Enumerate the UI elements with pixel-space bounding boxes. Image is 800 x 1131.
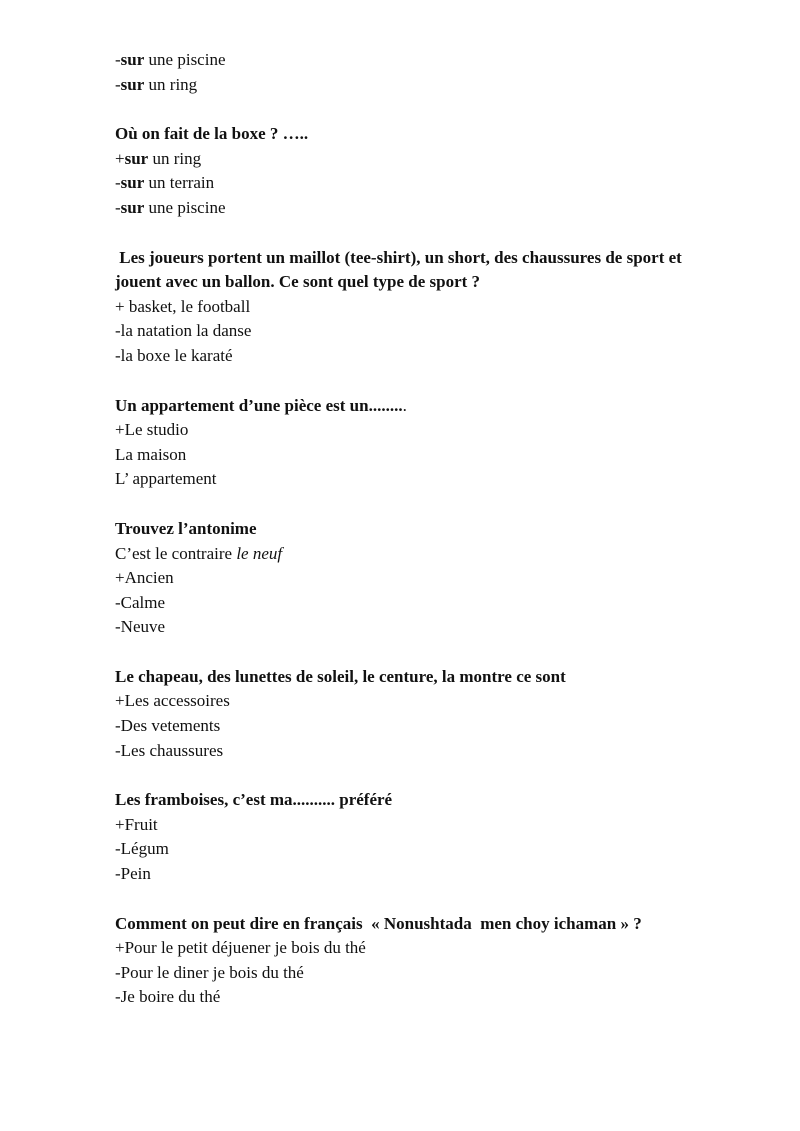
option-keyword: sur (124, 148, 149, 168)
option-prefix: - (115, 173, 121, 193)
option-prefix: + (115, 148, 125, 168)
answer-option: -Les chaussures (115, 740, 224, 760)
answer-option: -Neuve (115, 617, 166, 637)
question-block (115, 394, 755, 492)
spacer (115, 97, 755, 122)
answer-option: -la boxe le karaté (115, 345, 233, 365)
answer-option (115, 171, 755, 196)
question-tail: . (402, 395, 407, 415)
option-text: un ring (144, 74, 198, 94)
question-text: Le chapeau, des lunettes de soleil, le centure, la montre ce sont (115, 666, 566, 686)
answer-option: -la natation la danse (115, 321, 252, 341)
question-text: Les joueurs portent un maillot (tee-shirt), un short, des chaussures de sport et (115, 247, 682, 267)
option-text: une piscine (144, 197, 226, 217)
question-text: Où on fait de la boxe ? ….. (115, 124, 309, 144)
answer-option: +Le studio (115, 420, 189, 440)
option-prefix: - (115, 74, 121, 94)
option-text: un ring (148, 148, 202, 168)
question-block (115, 122, 755, 220)
spacer (115, 369, 755, 394)
answer-option: -Pein (115, 864, 151, 884)
question-block (115, 246, 755, 369)
option-text: un terrain (144, 173, 215, 193)
answer-option: -Je boire du thé (115, 987, 221, 1007)
option-keyword: sur (120, 50, 145, 69)
question-block (115, 48, 755, 97)
spacer (115, 763, 755, 788)
prompt-text: C’est le contraire (115, 543, 237, 563)
answer-option: La maison (115, 444, 187, 464)
answer-option (115, 73, 755, 98)
question-text: Trouvez l’antonime (115, 518, 257, 538)
answer-option: + basket, le football (115, 296, 251, 316)
question-text: Comment on peut dire en français « Nonushtada men choy ichaman » ? (115, 913, 642, 933)
option-keyword: sur (120, 173, 145, 193)
answer-option: +Pour le petit déjuener je bois du thé (115, 938, 366, 958)
answer-option (115, 196, 755, 221)
question-prompt (115, 542, 755, 567)
answer-option: -Pour le diner je bois du thé (115, 962, 304, 982)
question-block (115, 517, 755, 640)
prompt-italic: le neuf (236, 543, 283, 563)
answer-option: -Calme (115, 592, 166, 612)
answer-option: +Les accessoires (115, 691, 230, 711)
option-keyword: sur (120, 74, 145, 94)
spacer (115, 887, 755, 912)
option-keyword: sur (120, 197, 145, 217)
question-block (115, 665, 755, 763)
question-line (115, 394, 755, 419)
question-text: Un appartement d’une pièce est un........ (115, 395, 403, 415)
answer-option: L’ appartement (115, 469, 217, 489)
answer-option (115, 48, 755, 73)
question-text: Les framboises, c’est ma.......... préféré (115, 790, 393, 810)
answer-option: +Fruit (115, 814, 158, 834)
option-prefix: - (115, 197, 121, 217)
option-prefix: - (115, 50, 121, 69)
question-block (115, 788, 755, 886)
answer-option: -Légum (115, 839, 169, 859)
spacer (115, 221, 755, 246)
question-text: jouent avec un ballon. Ce sont quel type de sport ? (115, 272, 481, 292)
answer-option: -Des vetements (115, 716, 221, 736)
answer-option (115, 147, 755, 172)
spacer (115, 640, 755, 665)
spacer (115, 492, 755, 517)
option-text: une piscine (144, 50, 226, 69)
document-body (115, 48, 755, 1010)
answer-option: +Ancien (115, 568, 174, 588)
question-block (115, 912, 755, 1010)
